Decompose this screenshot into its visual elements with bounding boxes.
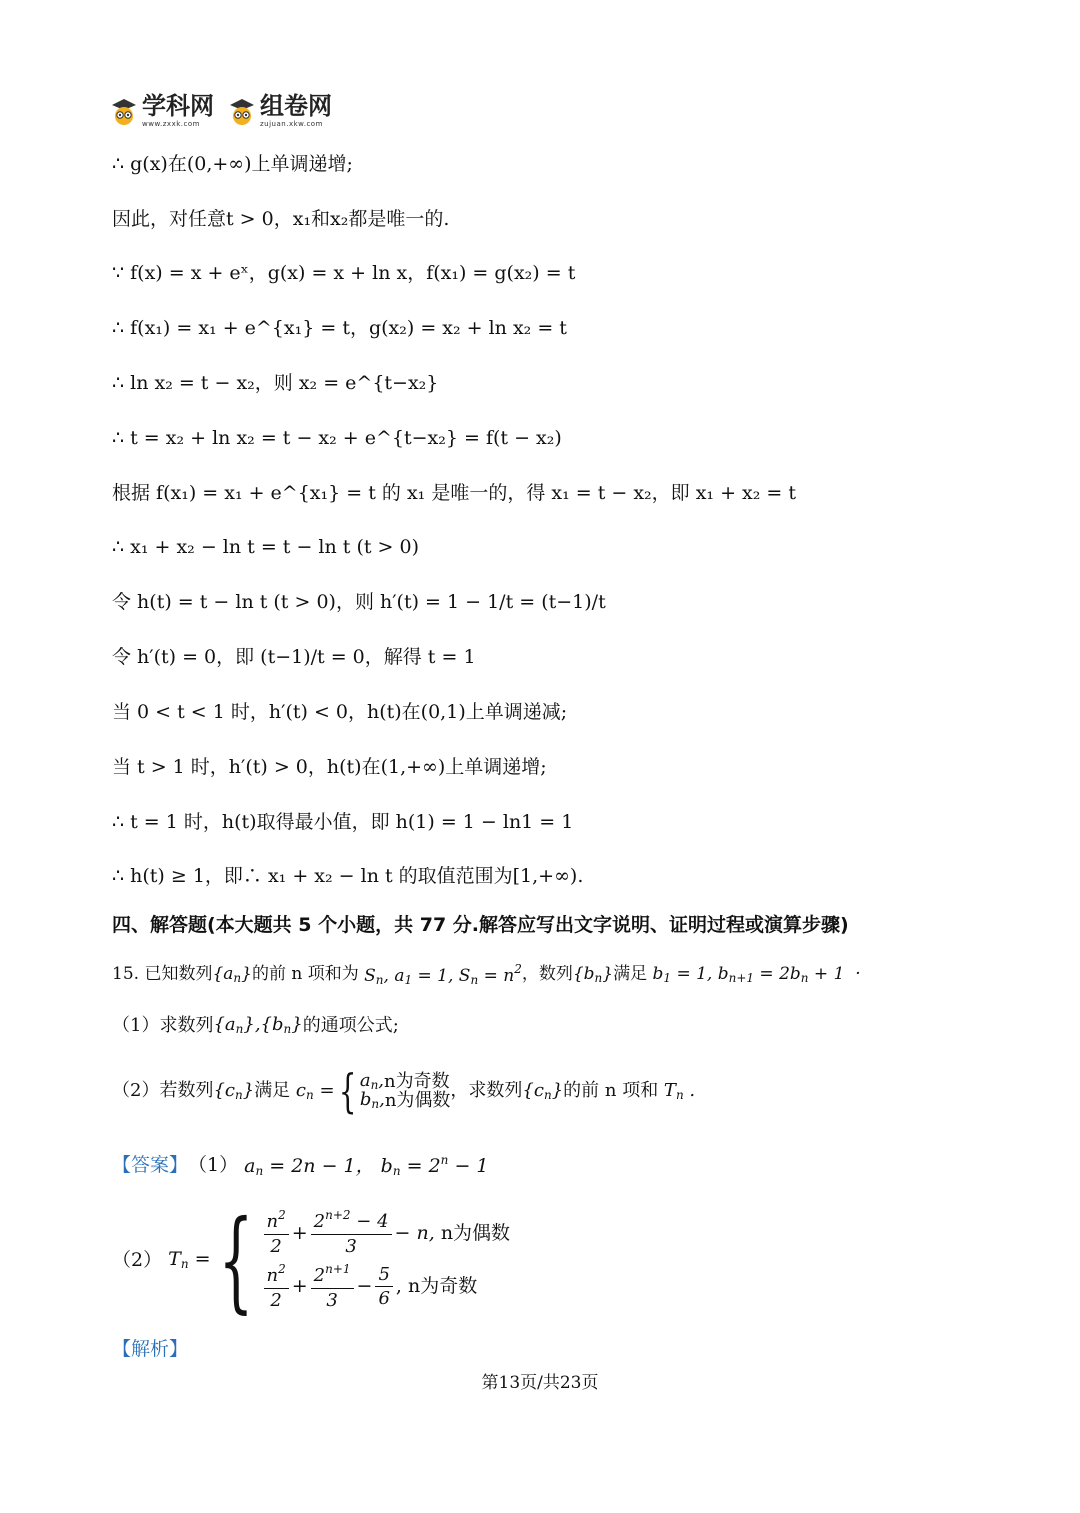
solution-line: ∵ f(x) = x + eˣ，g(x) = x + ln x，f(x₁) = g(x₂) = t bbox=[112, 262, 576, 284]
case-label: n为奇数 bbox=[408, 1275, 478, 1298]
solution-line: 根据 f(x₁) = x₁ + e^{x₁} = t 的 x₁ 是唯一的，得 x₁ = t − x₂，即 x₁ + x₂ = t bbox=[112, 482, 796, 504]
owl-logo-icon bbox=[110, 96, 138, 126]
logo-url: www.zxxk.com bbox=[142, 120, 200, 128]
case-label: n为奇数 bbox=[384, 1070, 450, 1092]
formula: $T_n$ = bbox=[162, 1248, 211, 1271]
case-label: n为偶数 bbox=[384, 1089, 451, 1111]
formula: $T_n$ . bbox=[658, 1079, 696, 1102]
solution-line: ∴ f(x₁) = x₁ + e^{x₁} = t，g(x₂) = x₂ + ln x₂ = t bbox=[112, 317, 567, 339]
stem-text: ，数列 bbox=[521, 964, 573, 984]
solution-line: ∴ h(t) ≥ 1，即∴ x₁ + x₂ − ln t 的取值范围为[1,+∞). bbox=[112, 865, 584, 887]
answer-tag: 【答案】 bbox=[112, 1154, 189, 1176]
solution-line: ∴ t = 1 时，h(t)取得最小值，即 h(1) = 1 − ln1 = 1 bbox=[112, 811, 574, 833]
piecewise-cases: $\frac{n^2}{2}$ + $\frac{2^{n+2} - 4}{3}$ − n, n为偶数 $\frac{n^2}{2}$ + $\frac{2^{n+1}}{3}$ − $\frac{5}{6}$ , n为奇数 bbox=[261, 1209, 511, 1310]
formula: $\{a_n\}$ bbox=[212, 963, 252, 985]
formula: $\{a_n\},\{b_n\}$ bbox=[213, 1014, 303, 1036]
analysis-line bbox=[112, 1340, 188, 1359]
formula: $b_1 = 1$, $b_{n+1} = 2b_n + 1$ · bbox=[647, 963, 861, 985]
problem-number: 15. bbox=[112, 964, 140, 984]
formula: $c_n$ = bbox=[290, 1079, 335, 1102]
section-heading: 四、解答题(本大题共 5 个小题，共 77 分.解答应写出文字说明、证明过程或演算步骤) bbox=[112, 914, 849, 936]
brace-symbol: { bbox=[338, 1064, 356, 1118]
part-text: 的前 n 项和 bbox=[563, 1080, 659, 1101]
logo-zxxk bbox=[110, 94, 214, 128]
logo-title: 组卷网 bbox=[260, 92, 332, 120]
solution-line: 因此，对任意t > 0，x₁和x₂都是唯一的. bbox=[112, 208, 450, 230]
part-text: （1）求数列 bbox=[112, 1014, 214, 1036]
part-text: 满足 bbox=[254, 1080, 291, 1101]
solution-line: 当 0 < t < 1 时，h′(t) < 0，h(t)在(0,1)上单调递减; bbox=[112, 701, 568, 723]
part-text: ，求数列 bbox=[450, 1080, 523, 1101]
case-label: n为偶数 bbox=[440, 1221, 511, 1244]
logo-title: 学科网 bbox=[142, 92, 214, 120]
formula: $S_n$, $a_1 = 1$, $S_n = n^2$ bbox=[358, 962, 522, 987]
brace-symbol: { bbox=[218, 1196, 254, 1324]
solution-line: ∴ x₁ + x₂ − ln t = t − ln t (t > 0) bbox=[112, 536, 419, 558]
stem-text: 的前 n 项和为 bbox=[251, 964, 359, 984]
piecewise-cases: $a_n$, n为奇数 $b_n$, n为偶数 bbox=[359, 1070, 451, 1111]
answer-label: （1） bbox=[188, 1154, 239, 1176]
stem-text: 已知数列 bbox=[144, 964, 213, 984]
logo-url: zujuan.xkw.com bbox=[260, 120, 323, 128]
problem-part-2 bbox=[112, 1064, 696, 1118]
solution-line: ∴ t = x₂ + ln x₂ = t − x₂ + e^{t−x₂} = f(t − x₂) bbox=[112, 427, 562, 449]
logo-zujuan bbox=[228, 94, 332, 128]
solution-line: 令 h′(t) = 0，即 (t−1)/t = 0，解得 t = 1 bbox=[112, 646, 476, 668]
solution-line: 当 t > 1 时，h′(t) > 0，h(t)在(1,+∞)上单调递增; bbox=[112, 756, 547, 778]
formula: $\{c_n\}$ bbox=[522, 1079, 564, 1102]
analysis-tag: 【解析】 bbox=[112, 1338, 189, 1360]
problem-part-1 bbox=[112, 1016, 399, 1035]
answer-part-1 bbox=[112, 1154, 489, 1177]
solution-line: ∴ g(x)在(0,+∞)上单调递增; bbox=[112, 153, 353, 175]
solution-line: 令 h(t) = t − ln t (t > 0)，则 h′(t) = 1 − 1/t = (t−1)/t bbox=[112, 591, 606, 613]
solution-line: ∴ ln x₂ = t − x₂，则 x₂ = e^{t−x₂} bbox=[112, 372, 439, 394]
problem-stem bbox=[112, 963, 861, 986]
page-footer: 第13页/共23页 bbox=[481, 1373, 599, 1393]
formula: $\{b_n\}$ bbox=[572, 963, 614, 985]
formula: $a_n = 2n - 1$， $b_n = 2^n - 1$ bbox=[238, 1153, 489, 1178]
formula: $\{c_n\}$ bbox=[213, 1079, 255, 1102]
answer-part-2 bbox=[112, 1196, 511, 1324]
owl-logo-icon bbox=[228, 96, 256, 126]
answer-label: （2） bbox=[112, 1248, 163, 1271]
stem-text: 满足 bbox=[613, 964, 648, 984]
part-text: 的通项公式; bbox=[302, 1014, 399, 1036]
part-text: （2）若数列 bbox=[112, 1080, 214, 1101]
